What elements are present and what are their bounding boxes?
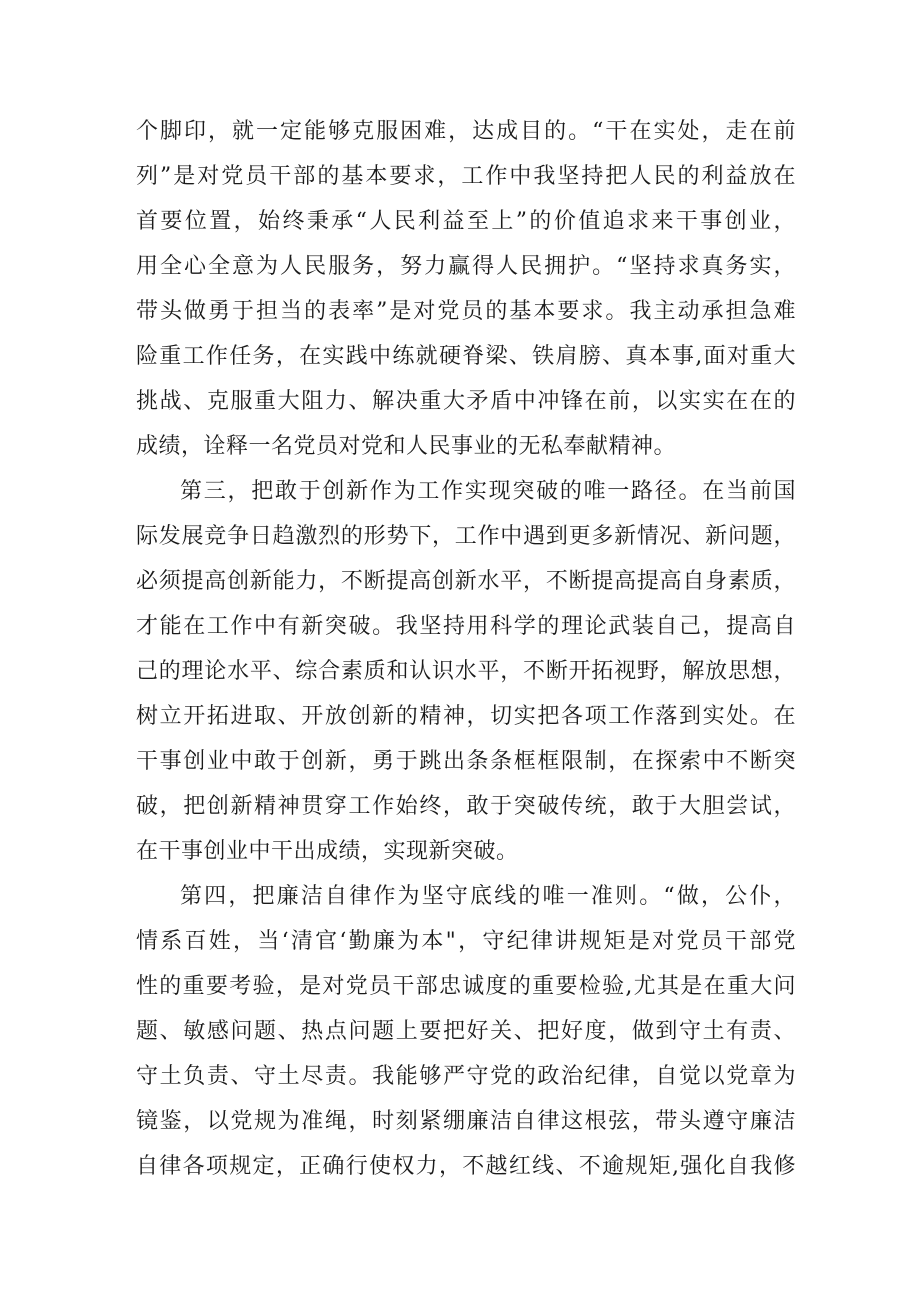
text-line: 挑战、克服重大阻力、解决重大矛盾中冲锋在前，以实实在在的 [136, 389, 796, 414]
text-line: 第四，把廉洁自律作为坚守底线的唯一准则。“做，公仆， [180, 884, 796, 909]
text-line: 成绩，诠释一名党员对党和人民事业的无私奉献精神。 [136, 434, 677, 459]
text-line: 树立开拓进取、开放创新的精神，切实把各项工作落到实处。在 [136, 704, 796, 729]
text-line: 列”是对党员干部的基本要求，工作中我坚持把人民的利益放在 [136, 164, 796, 189]
text-line: 必须提高创新能力，不断提高创新水平，不断提高提高自身素质， [136, 569, 796, 594]
text-line: 际发展竞争日趋激烈的形势下，工作中遇到更多新情况、新问题， [136, 524, 796, 549]
text-line: 题、敏感问题、热点问题上要把好关、把好度，做到守土有责、 [136, 1019, 796, 1044]
text-line: 干事创业中敢于创新，勇于跳出条条框框限制，在探索中不断突 [136, 749, 796, 774]
text-line: 才能在工作中有新突破。我坚持用科学的理论武装自己，提高自 [136, 614, 796, 639]
text-line: 在干事创业中干出成绩，实现新突破。 [136, 839, 519, 864]
text-line: 用全心全意为人民服务，努力赢得人民拥护。“坚持求真务实， [136, 254, 796, 279]
text-line: 自律各项规定，正确行使权力，不越红线、不逾规矩,强化自我修 [136, 1154, 796, 1179]
text-line: 首要位置，始终秉承“人民利益至上”的价值追求来干事创业， [136, 209, 796, 234]
text-line: 镜鉴，以党规为准绳，时刻紧绷廉洁自律这根弦，带头遵守廉洁 [136, 1109, 796, 1134]
text-line: 情系百姓，当‘清官‘勤廉为本"，守纪律讲规矩是对党员干部党 [136, 929, 796, 954]
text-line: 带头做勇于担当的表率”是对党员的基本要求。我主动承担急难 [136, 299, 796, 324]
text-line: 守土负责、守土尽责。我能够严守党的政治纪律，自觉以党章为 [136, 1064, 796, 1089]
text-line: 险重工作任务，在实践中练就硬脊梁、铁肩膀、真本事,面对重大 [136, 344, 796, 369]
text-line: 破，把创新精神贯穿工作始终，敢于突破传统，敢于大胆尝试， [136, 794, 796, 819]
text-line: 己的理论水平、综合素质和认识水平，不断开拓视野，解放思想， [136, 659, 796, 684]
text-line: 第三，把敢于创新作为工作实现突破的唯一路径。在当前国 [180, 479, 796, 504]
text-line: 性的重要考验，是对党员干部忠诚度的重要检验,尤其是在重大问 [136, 974, 796, 999]
text-line: 个脚印，就一定能够克服困难，达成目的。“干在实处，走在前 [136, 119, 796, 144]
